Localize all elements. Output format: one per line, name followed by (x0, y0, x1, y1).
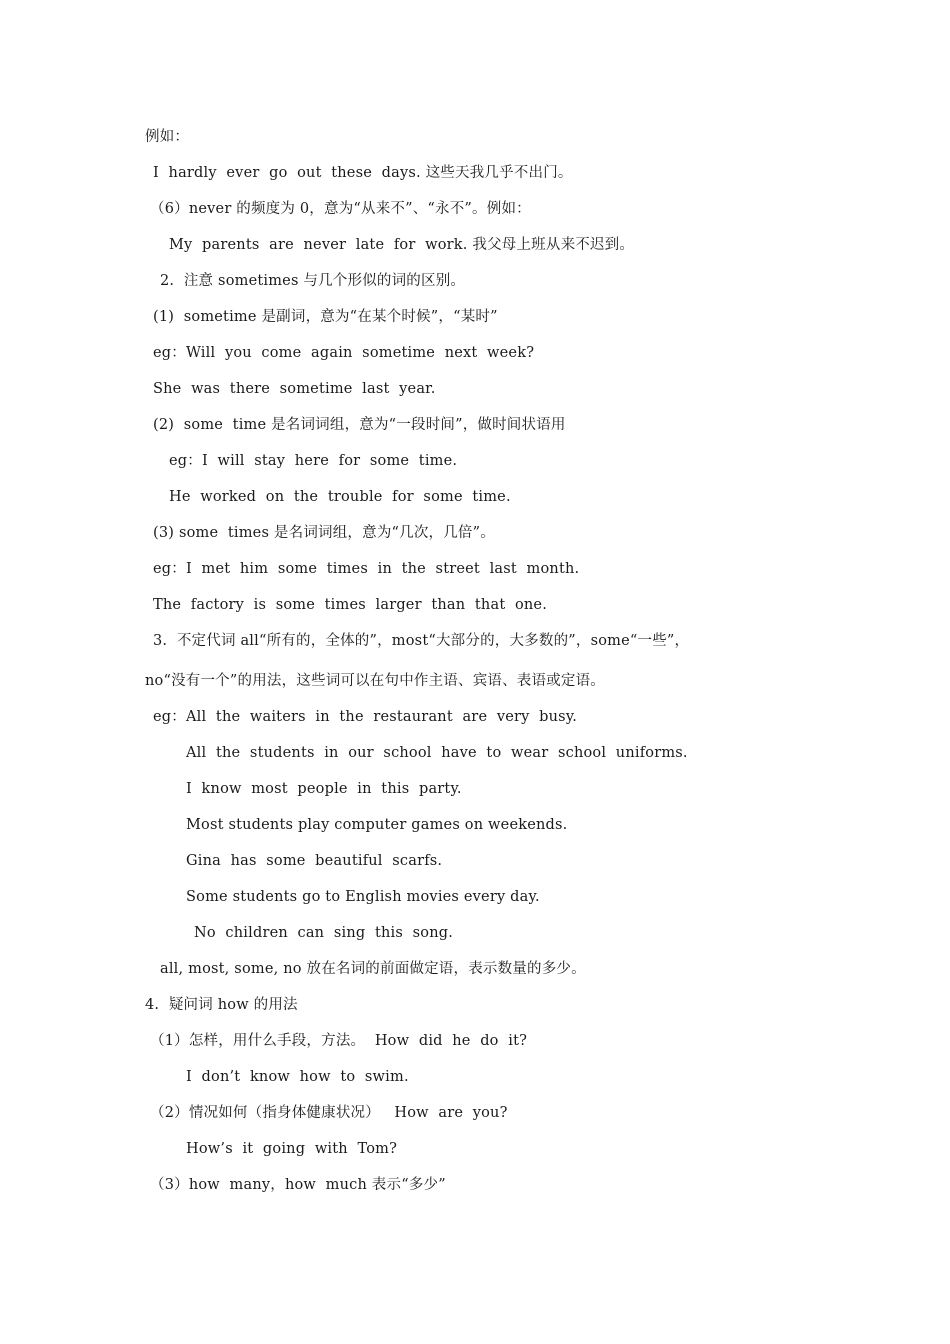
text-line: She was there sometime last year. (153, 381, 436, 397)
text-line: （3）how many，how much 表示“多少” (150, 1177, 446, 1193)
text-line: 2. 注意 sometimes 与几个形似的词的区别。 (160, 273, 466, 289)
text-line: eg：Will you come again sometime next week? (153, 345, 535, 361)
text-line: Gina has some beautiful scarfs. (186, 853, 443, 869)
text-line: eg：I will stay here for some time. (169, 453, 458, 469)
text-line: 例如： (145, 129, 190, 145)
text-line: The factory is some times larger than that one. (153, 597, 548, 613)
text-line: all, most, some, no 放在名词的前面做定语，表示数量的多少。 (160, 961, 586, 977)
text-line: My parents are never late for work. 我父母上班从来不迟到。 (169, 237, 635, 253)
text-line: Most students play computer games on weekends. (186, 817, 568, 833)
text-line: No children can sing this song. (194, 925, 454, 941)
text-line: How’s it going with Tom? (186, 1141, 398, 1157)
text-line: (1) sometime 是副词，意为“在某个时候”，“某时” (153, 309, 498, 325)
text-line: I hardly ever go out these days. 这些天我几乎不出门。 (153, 165, 573, 181)
text-line: 4. 疑问词 how 的用法 (145, 997, 298, 1013)
text-line: eg：I met him some times in the street last month. (153, 561, 580, 577)
text-line: Some students go to English movies every day. (186, 889, 540, 905)
text-line: (3) some times 是名词词组，意为“几次，几倍”。 (153, 525, 495, 541)
text-line: I know most people in this party. (186, 781, 462, 797)
text-line: He worked on the trouble for some time. (169, 489, 511, 505)
text-line: （2）情况如何（指身体健康状况） How are you? (150, 1105, 508, 1121)
text-line: I don’t know how to swim. (186, 1069, 409, 1085)
text-line: (2) some time 是名词词组，意为“一段时间”，做时间状语用 (153, 417, 566, 433)
text-line: eg：All the waiters in the restaurant are very busy. (153, 709, 578, 725)
text-line: 3. 不定代词 all“所有的，全体的”，most“大部分的，大多数的”，some“一些”， (153, 633, 690, 649)
text-line: All the students in our school have to wear school uniforms. (186, 745, 688, 761)
text-line: no“没有一个”的用法，这些词可以在句中作主语、宾语、表语或定语。 (145, 673, 605, 689)
text-line: （1）怎样，用什么手段，方法。 How did he do it? (150, 1033, 528, 1049)
text-line: （6）never 的频度为 0，意为“从来不”、“永不”。例如： (150, 201, 531, 217)
